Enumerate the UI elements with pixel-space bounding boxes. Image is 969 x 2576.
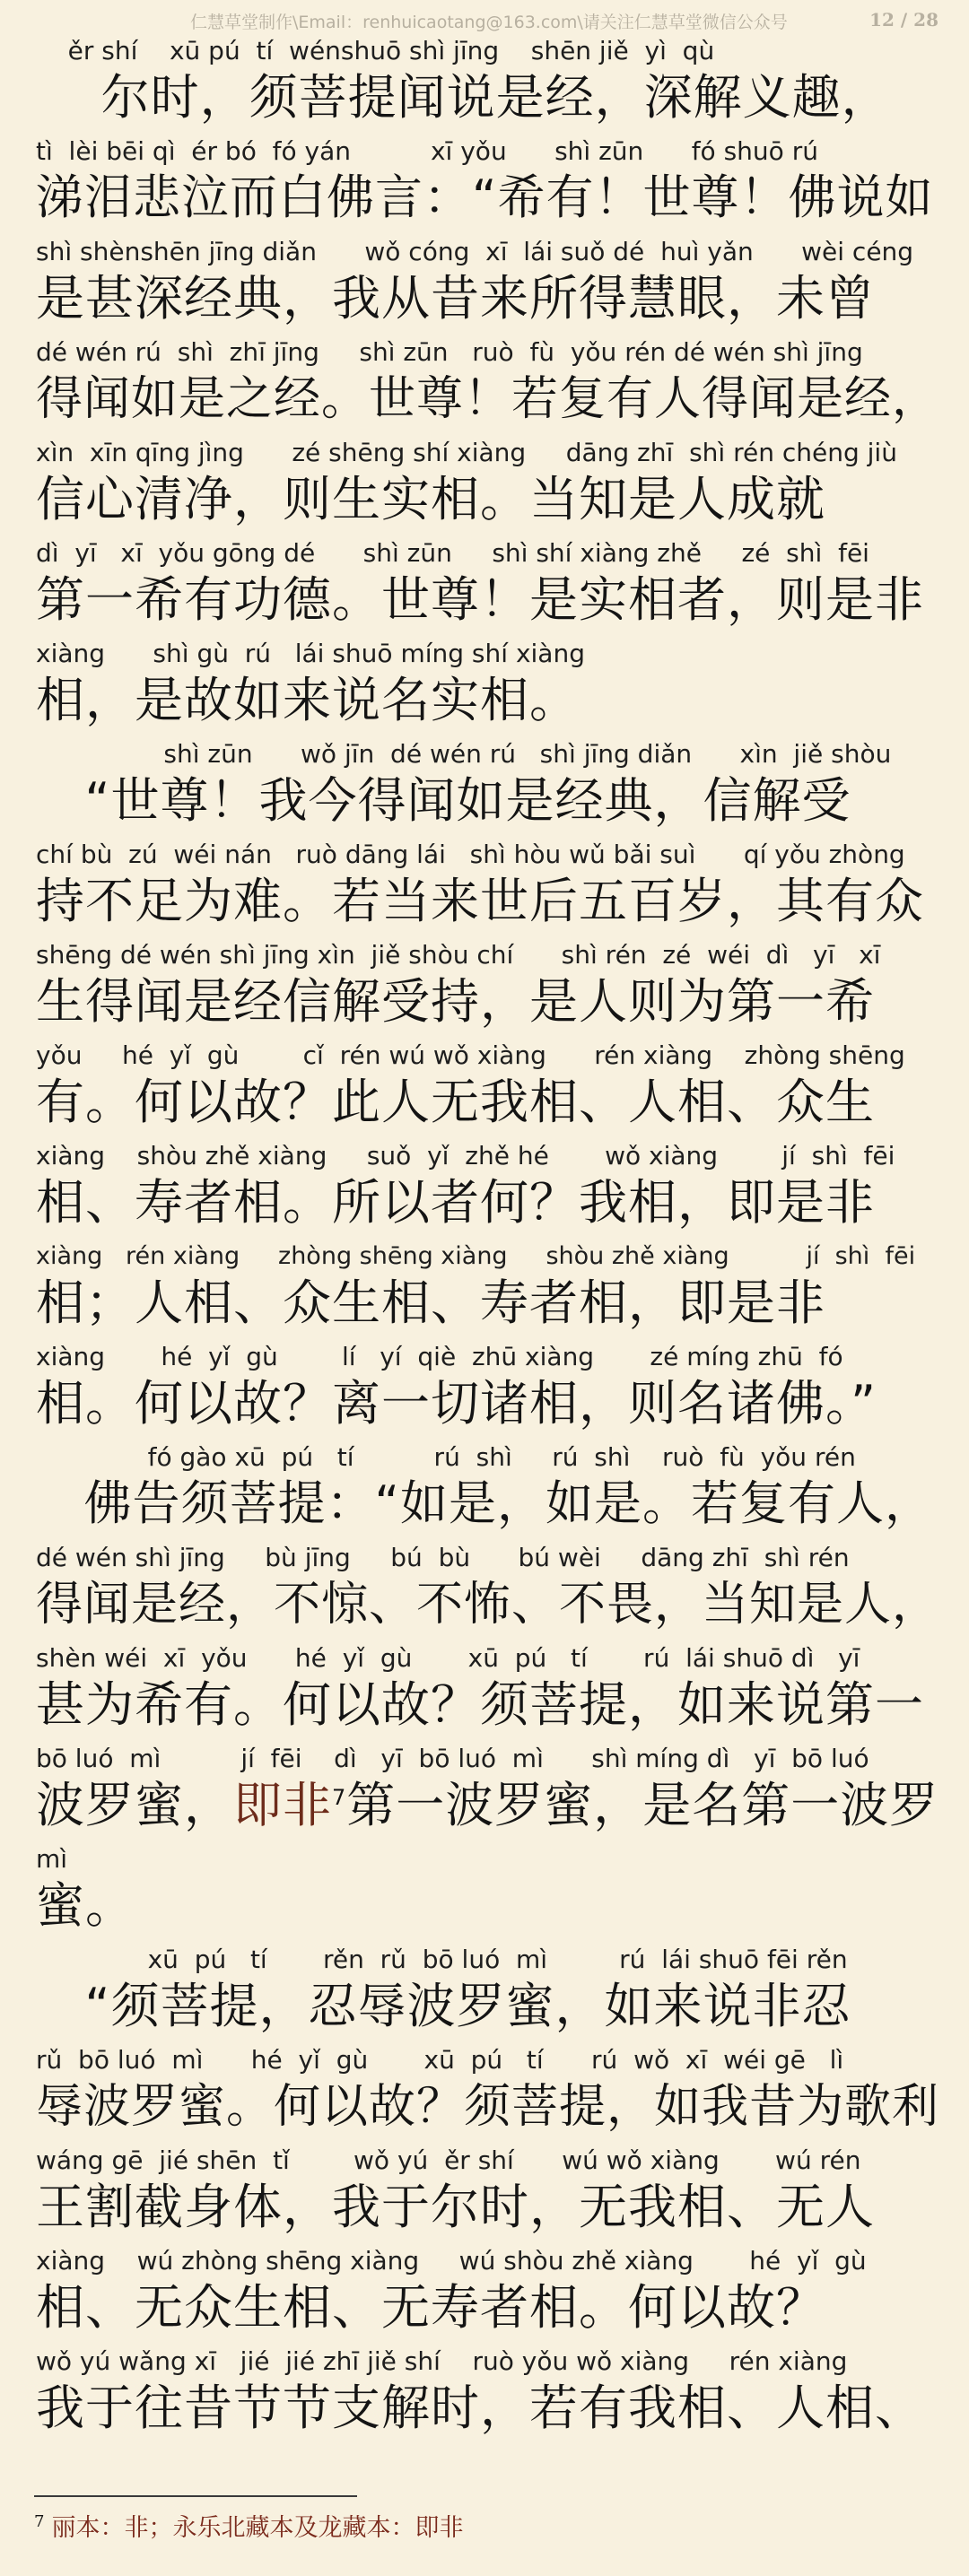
pinyin-line: xū pú tí rěn rǔ bō luó mì rú lái shuō fēi rěn [36, 1945, 848, 1974]
text-line [0, 840, 969, 940]
text-line [0, 1844, 969, 1945]
text-line [0, 1040, 969, 1141]
pinyin-line: wáng gē jié shēn tǐ wǒ yú ěr shí wú wǒ xiàng wú rén [36, 2145, 861, 2175]
hanzi-line: 相；人相、众生相、寿者相，即是非 [36, 1275, 825, 1331]
pinyin-line: xiàng rén xiàng zhòng shēng xiàng shòu zhě xiàng jí shì fēi [36, 1242, 916, 1270]
text-line [0, 940, 969, 1040]
text-line [0, 2045, 969, 2145]
hanzi-line: 甚为希有。何以故？须菩提，如来说第一 [36, 1676, 924, 1733]
hanzi-line: 相。何以故？离一切诸相，则名诸佛。” [36, 1375, 877, 1432]
hanzi-line: 我于往昔节节支解时，若有我相、人相、 [36, 2380, 924, 2436]
pinyin-line: mì [36, 1844, 68, 1874]
variant-reading: 即非 [233, 1777, 332, 1833]
pinyin-line: bō luó mì jí fēi dì yī bō luó mì shì míng dì yī bō luó [36, 1744, 869, 1773]
pinyin-line: fó gào xū pú tí rú shì rú shì ruò fù yǒu rén [36, 1442, 856, 1472]
hanzi-line: 相，是故如来说名实相。 [36, 672, 579, 728]
pinyin-line: dì yī xī yǒu gōng dé shì zūn shì shí xiàng zhě zé shì fēi [36, 538, 869, 568]
hanzi-line: 是甚深经典，我从昔来所得慧眼，未曾 [36, 270, 875, 326]
text-line [0, 1744, 969, 1844]
hanzi-line: 相、无众生相、无寿者相。何以故？ [36, 2279, 825, 2336]
footnote-rule [34, 2495, 357, 2497]
hanzi-line: 得闻是经，不惊、不怖、不畏，当知是人， [36, 1578, 940, 1632]
hanzi-line: 得闻如是之经。世尊！若复有人得闻是经， [36, 372, 940, 426]
pinyin-line: xiàng hé yǐ gù lí yí qiè zhū xiàng zé míng zhū fó [36, 1342, 843, 1371]
hanzi-line: 王割截身体，我于尔时，无我相、无人 [36, 2179, 875, 2235]
hanzi-line: 信心清净，则生实相。当知是人成就 [36, 471, 825, 527]
text-line [0, 1945, 969, 2045]
hanzi-line: 涕泪悲泣而白佛言：“希有！世尊！佛说如 [36, 170, 934, 225]
pinyin-line: wǒ yú wǎng xī jié jié zhī jiě shí ruò yǒu wǒ xiàng rén xiàng [36, 2346, 848, 2376]
footnote [34, 2508, 463, 2543]
text-line [0, 2346, 969, 2447]
text-line [0, 237, 969, 337]
text-line [0, 639, 969, 739]
text-line [0, 1643, 969, 1744]
hanzi-line: 辱波罗蜜。何以故？须菩提，如我昔为歌利 [36, 2080, 940, 2134]
pinyin-line: xìn xīn qīng jìng zé shēng shí xiàng dāng zhī shì rén chéng jiù [36, 438, 897, 467]
footnote-text: 丽本：非；永乐北藏本及龙藏本：即非 [51, 2514, 464, 2542]
pinyin-line: tì lèi bēi qì ér bó fó yán xī yǒu shì zūn fó shuō rú [36, 136, 818, 166]
hanzi-line: 第一希有功德。世尊！是实相者，则是非 [36, 571, 924, 628]
pinyin-line: ěr shí xū pú tí wénshuō shì jīng shēn jiě yì qù [36, 36, 715, 65]
hanzi-line: 生得闻是经信解受持，是人则为第一希 [36, 973, 875, 1030]
hanzi-line: 佛告须菩提：“如是，如是。若复有人， [36, 1476, 933, 1531]
header-credit: 仁慧草堂制作\Email：renhuicaotang@163.com\请关注仁慧草堂微信公众号 [190, 13, 788, 32]
hanzi-line [36, 1774, 942, 1837]
pinyin-line: dé wén shì jīng bù jīng bú bù bú wèi dāng zhī shì rén [36, 1543, 850, 1572]
pinyin-line: yǒu hé yǐ gù cǐ rén wú wǒ xiàng rén xiàng zhòng shēng [36, 1040, 905, 1070]
pinyin-line: xiàng wú zhòng shēng xiàng wú shòu zhě xiàng hé yǐ gù [36, 2246, 867, 2276]
hanzi-line: 蜜。 [36, 1877, 135, 1934]
text-line [0, 337, 969, 438]
hanzi-line: 有。何以故？此人无我相、人相、众生 [36, 1074, 875, 1130]
hanzi-line: 相、寿者相。所以者何？我相，即是非 [36, 1174, 875, 1231]
text-line [0, 538, 969, 639]
pinyin-line: shèn wéi xī yǒu hé yǐ gù xū pú tí rú lái shuō dì yī [36, 1643, 860, 1673]
text-line [0, 1342, 969, 1442]
hanzi-line: “须菩提，忍辱波罗蜜，如来说非忍 [36, 1978, 851, 2034]
page-number: 12 / 28 [869, 9, 938, 30]
text-line [0, 438, 969, 538]
hanzi-line: 尔时，须菩提闻说是经，深解义趣， [36, 69, 891, 126]
hanzi-segment: 波罗蜜， [36, 1777, 233, 1833]
hanzi-segment: 第一波罗蜜，是名第一波罗 [346, 1777, 939, 1833]
text-line [0, 2246, 969, 2346]
text-line [0, 1442, 969, 1543]
pinyin-line: xiàng shòu zhě xiàng suǒ yǐ zhě hé wǒ xiàng jí shì fēi [36, 1141, 895, 1171]
footnote-mark[interactable]: 7 [332, 1785, 347, 1810]
text-line [0, 136, 969, 237]
hanzi-line: “世尊！我今得闻如是经典，信解受 [36, 772, 851, 829]
pinyin-line: xiàng shì gù rú lái shuō míng shí xiàng [36, 639, 585, 668]
pinyin-line: rǔ bō luó mì hé yǐ gù xū pú tí rú wǒ xī wéi gē lì [36, 2045, 844, 2075]
text-line [0, 739, 969, 840]
pinyin-line: shēng dé wén shì jīng xìn jiě shòu chí shì rén zé wéi dì yī xī [36, 940, 881, 970]
pinyin-line: chí bù zú wéi nán ruò dāng lái shì hòu wǔ bǎi suì qí yǒu zhòng [36, 840, 905, 869]
text-line [0, 2145, 969, 2246]
page-header [0, 9, 969, 34]
text-line [0, 1141, 969, 1241]
hanzi-line: 持不足为难。若当来世后五百岁，其有众 [36, 873, 924, 929]
footnote-number: 7 [34, 2512, 45, 2531]
text-line [0, 1543, 969, 1643]
text-line [0, 36, 969, 136]
text-line [0, 1241, 969, 1342]
pinyin-line: shì shènshēn jīng diǎn wǒ cóng xī lái suǒ dé huì yǎn wèi céng [36, 237, 914, 266]
pinyin-line: shì zūn wǒ jīn dé wén rú shì jīng diǎn xìn jiě shòu [36, 739, 892, 769]
pinyin-line: dé wén rú shì zhī jīng shì zūn ruò fù yǒu rén dé wén shì jīng [36, 337, 863, 367]
